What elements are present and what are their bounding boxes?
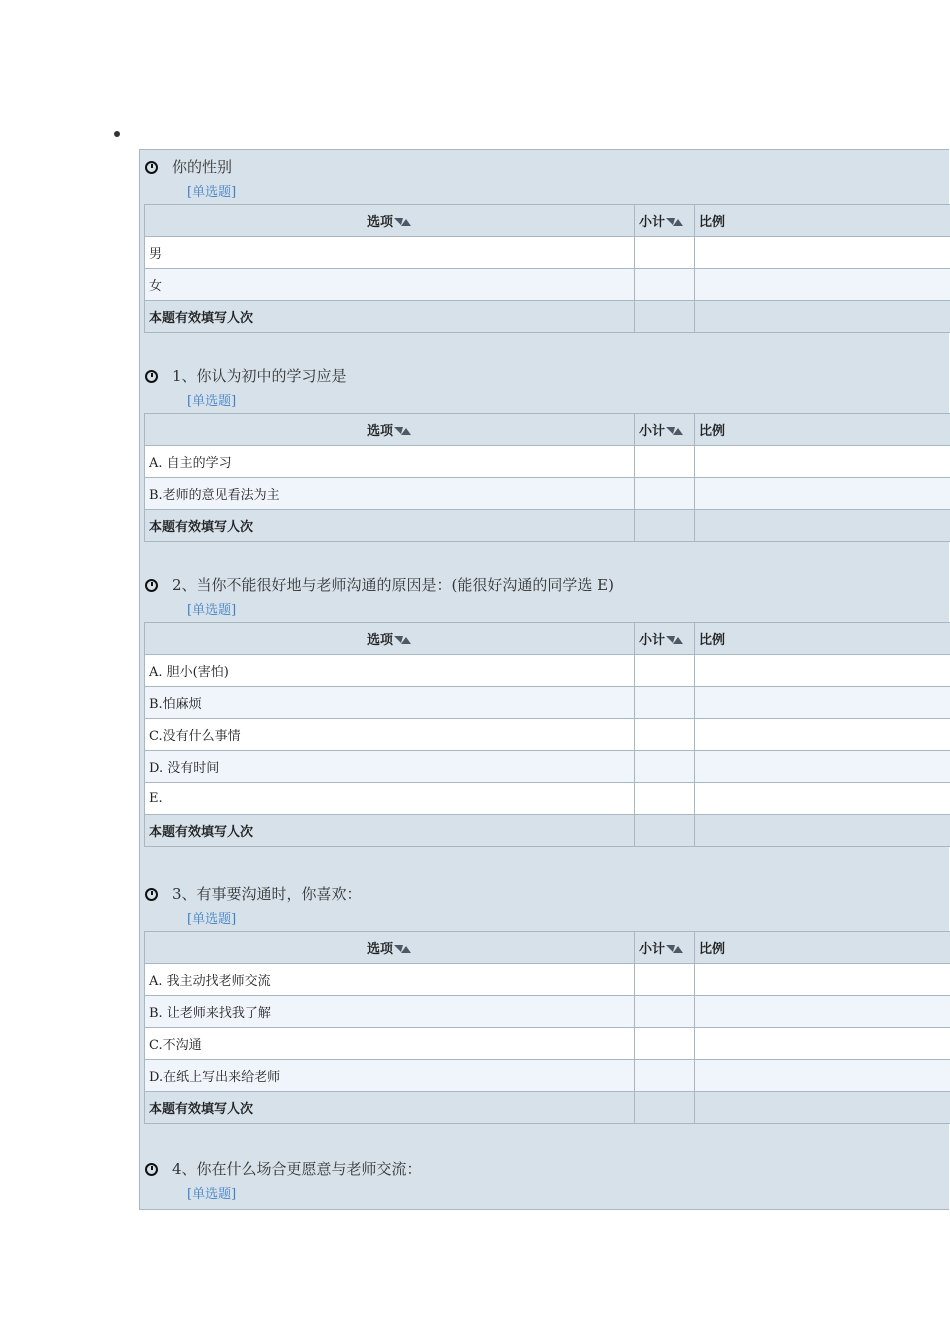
column-header-option[interactable]: 选项: [145, 932, 635, 964]
list-bullet: [114, 131, 120, 137]
survey-results-panel: [139, 149, 949, 1210]
ratio-cell: [695, 478, 950, 510]
option-label: B.老师的意见看法为主: [145, 478, 635, 510]
ratio-cell: [695, 719, 950, 751]
count-cell: [635, 687, 695, 719]
count-cell: [635, 1060, 695, 1092]
count-cell: [635, 655, 695, 687]
table-row: [145, 964, 950, 996]
sort-icon[interactable]: [666, 636, 684, 645]
results-table: [144, 931, 950, 1124]
question-block: [140, 150, 950, 326]
table-row: [145, 446, 950, 478]
clock-icon: [145, 1163, 158, 1176]
count-cell: [635, 964, 695, 996]
option-label: E.: [145, 783, 635, 815]
count-cell: [635, 815, 695, 847]
option-label: C.不沟通: [145, 1028, 635, 1060]
table-row: [145, 996, 950, 1028]
option-label: D.在纸上写出来给老师: [145, 1060, 635, 1092]
option-label: A. 胆小(害怕): [145, 655, 635, 687]
count-cell: [635, 783, 695, 815]
column-header-option[interactable]: 选项: [145, 414, 635, 446]
question-type-link[interactable]: [单选题]: [187, 603, 237, 618]
question-title: 3、有事要沟通时，你喜欢：: [172, 885, 362, 903]
option-label: 女: [145, 269, 635, 301]
total-label: 本题有效填写人次: [145, 815, 635, 847]
table-row: [145, 751, 950, 783]
clock-icon: [145, 888, 158, 901]
question-type-link[interactable]: [单选题]: [187, 185, 237, 200]
ratio-cell: [695, 815, 950, 847]
total-label: 本题有效填写人次: [145, 1092, 635, 1124]
table-row: [145, 687, 950, 719]
clock-icon: [145, 579, 158, 592]
question-title: 2、当你不能很好地与老师沟通的原因是：(能很好沟通的同学选 E): [172, 576, 614, 594]
total-row: [145, 510, 950, 542]
ratio-cell: [695, 269, 950, 301]
option-label: 男: [145, 237, 635, 269]
question-block: [140, 1152, 950, 1202]
total-row: [145, 815, 950, 847]
count-cell: [635, 1028, 695, 1060]
count-cell: [635, 751, 695, 783]
column-header-count[interactable]: 小计: [635, 205, 695, 237]
column-header-count[interactable]: 小计: [635, 623, 695, 655]
count-cell: [635, 301, 695, 333]
column-header-ratio: 比例: [695, 623, 950, 655]
sort-icon[interactable]: [666, 427, 684, 436]
sort-icon[interactable]: [394, 945, 412, 954]
count-cell: [635, 237, 695, 269]
count-cell: [635, 269, 695, 301]
ratio-cell: [695, 751, 950, 783]
table-row: [145, 783, 950, 815]
count-cell: [635, 510, 695, 542]
ratio-cell: [695, 964, 950, 996]
question-block: [140, 568, 950, 840]
option-label: A. 自主的学习: [145, 446, 635, 478]
table-row: [145, 719, 950, 751]
sort-icon[interactable]: [394, 218, 412, 227]
ratio-cell: [695, 510, 950, 542]
option-label: B.怕麻烦: [145, 687, 635, 719]
question-type-link[interactable]: [单选题]: [187, 1187, 237, 1202]
results-table: [144, 622, 950, 847]
sort-icon[interactable]: [394, 636, 412, 645]
total-row: [145, 1092, 950, 1124]
option-label: A. 我主动找老师交流: [145, 964, 635, 996]
ratio-cell: [695, 1028, 950, 1060]
ratio-cell: [695, 301, 950, 333]
question-type-link[interactable]: [单选题]: [187, 394, 237, 409]
ratio-cell: [695, 446, 950, 478]
ratio-cell: [695, 687, 950, 719]
total-label: 本题有效填写人次: [145, 301, 635, 333]
column-header-option[interactable]: 选项: [145, 205, 635, 237]
option-label: C.没有什么事情: [145, 719, 635, 751]
results-table: [144, 204, 950, 333]
table-row: [145, 1028, 950, 1060]
option-label: D. 没有时间: [145, 751, 635, 783]
option-label: B. 让老师来找我了解: [145, 996, 635, 1028]
question-block: [140, 359, 950, 535]
column-header-count[interactable]: 小计: [635, 932, 695, 964]
clock-icon: [145, 161, 158, 174]
sort-icon[interactable]: [666, 945, 684, 954]
count-cell: [635, 719, 695, 751]
question-title: 你的性别: [172, 158, 233, 176]
column-header-option[interactable]: 选项: [145, 623, 635, 655]
column-header-ratio: 比例: [695, 414, 950, 446]
table-row: [145, 655, 950, 687]
question-block: [140, 877, 950, 1117]
ratio-cell: [695, 655, 950, 687]
question-type-link[interactable]: [单选题]: [187, 912, 237, 927]
table-row: [145, 237, 950, 269]
ratio-cell: [695, 237, 950, 269]
table-row: [145, 478, 950, 510]
table-row: [145, 1060, 950, 1092]
sort-icon[interactable]: [666, 218, 684, 227]
count-cell: [635, 996, 695, 1028]
ratio-cell: [695, 996, 950, 1028]
question-title: 4、你在什么场合更愿意与老师交流：: [172, 1160, 422, 1178]
column-header-ratio: 比例: [695, 932, 950, 964]
ratio-cell: [695, 1060, 950, 1092]
ratio-cell: [695, 783, 950, 815]
results-table: [144, 413, 950, 542]
column-header-count[interactable]: 小计: [635, 414, 695, 446]
question-title: 1、你认为初中的学习应是: [172, 367, 347, 385]
count-cell: [635, 446, 695, 478]
clock-icon: [145, 370, 158, 383]
table-row: [145, 269, 950, 301]
count-cell: [635, 478, 695, 510]
column-header-ratio: 比例: [695, 205, 950, 237]
sort-icon[interactable]: [394, 427, 412, 436]
total-row: [145, 301, 950, 333]
ratio-cell: [695, 1092, 950, 1124]
count-cell: [635, 1092, 695, 1124]
total-label: 本题有效填写人次: [145, 510, 635, 542]
